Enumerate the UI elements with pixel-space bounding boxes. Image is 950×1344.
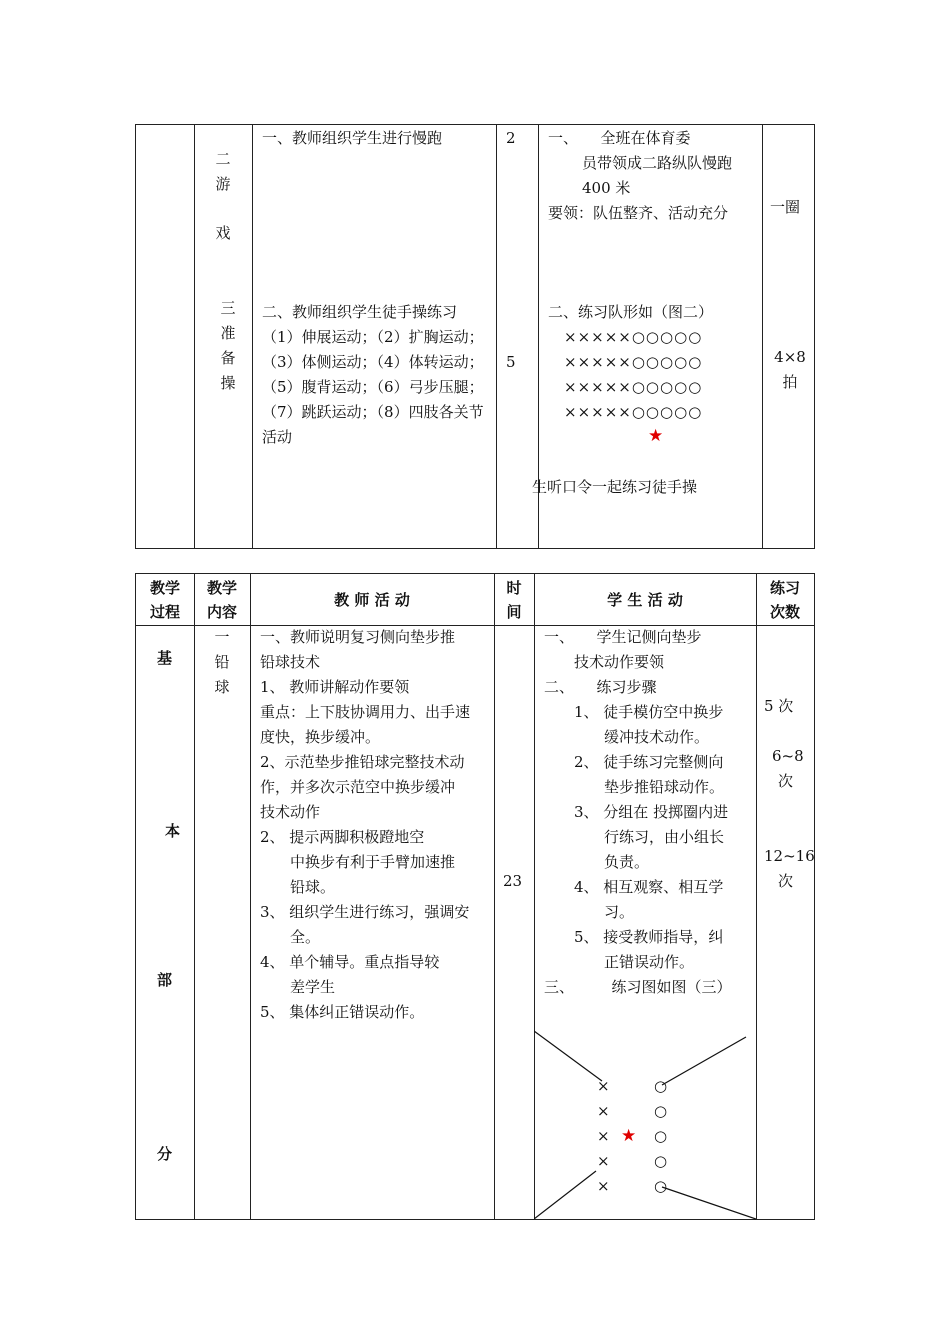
student-activity-2-note: 生听口令一起练习徒手操 — [532, 478, 698, 496]
diagram-sector-line — [534, 1171, 596, 1219]
header-process — [136, 576, 194, 624]
student-cross-icon: × — [597, 1102, 610, 1120]
text-line: 正错误动作。 — [544, 953, 695, 971]
text-line: 铅球。 — [260, 878, 336, 896]
section-char: 游 — [215, 175, 231, 193]
header-text: 练习 — [769, 579, 800, 597]
text-line: 1、 教师讲解动作要领 — [260, 678, 410, 696]
student-cross-icon: × — [597, 1127, 610, 1145]
header-time — [494, 576, 534, 624]
text-line: 员带领成二路纵队慢跑 — [582, 154, 733, 172]
header-text: 间 — [506, 603, 522, 621]
teacher-activity — [260, 625, 470, 1025]
formation-row: ×××××○○○○○ — [564, 328, 703, 346]
student-cross-icon: × — [597, 1177, 610, 1195]
column-divider — [194, 574, 195, 1219]
time-2: 5 — [506, 353, 516, 371]
student-activity — [544, 625, 732, 1000]
text-line: 差学生 — [260, 978, 336, 996]
text-line: 全。 — [260, 928, 321, 946]
text-line: 缓冲技术动作。 — [544, 728, 710, 746]
text-line: 2、 提示两脚积极蹬地空 — [260, 828, 425, 846]
text-line: 二、 练习步骤 — [544, 678, 657, 696]
text-line: 2、示范垫步推铅球完整技术动 — [260, 753, 465, 771]
count-2 — [770, 345, 810, 395]
header-text: 过程 — [149, 603, 180, 621]
text-line: 重点：上下肢协调用力、出手速 — [260, 703, 471, 721]
section-warmup-label — [213, 296, 243, 396]
text-line: 要领：队伍整齐、活动充分 — [548, 204, 729, 222]
column-divider — [762, 125, 763, 548]
text-line: 4、 相互观察、相互学 — [544, 878, 724, 896]
section-char: 戏 — [215, 224, 231, 242]
text-line: 3、 分组在 投掷圈内进 — [544, 803, 729, 821]
header-text: 教学 — [206, 579, 237, 597]
text-line: （7）跳跃运动；（8）四肢各关节 — [262, 403, 484, 421]
diagram-right-column — [654, 1074, 667, 1199]
teacher-star-icon: ★ — [648, 426, 664, 446]
header-student: 学 生 活 动 — [607, 591, 683, 609]
text-line: 3、 组织学生进行练习，强调安 — [260, 903, 470, 921]
process-char: 分 — [157, 1145, 173, 1163]
column-divider — [252, 125, 253, 548]
text-line: 技术动作要领 — [544, 653, 665, 671]
column-divider — [756, 574, 757, 1219]
text-line: 一、 全班在体育委 — [548, 129, 691, 147]
content-label — [208, 625, 236, 700]
text-line: 负责。 — [544, 853, 650, 871]
text-line: 一、 学生记侧向垫步 — [544, 628, 702, 646]
text-line: 400 米 — [582, 179, 631, 197]
header-text: 次数 — [769, 603, 800, 621]
text-line: 4×8 — [774, 348, 806, 366]
warmup-table — [135, 124, 815, 549]
teacher-star-icon: ★ — [621, 1126, 637, 1146]
student-activity-2-title: 二、练习队形如（图二） — [548, 303, 714, 321]
header-teacher: 教 师 活 动 — [334, 591, 410, 609]
text-line: 4、 单个辅导。重点指导较 — [260, 953, 440, 971]
text-line: 活动 — [262, 428, 293, 446]
process-char: 本 — [165, 822, 181, 840]
count-value: 次 — [778, 772, 794, 790]
text-line: （5）腹背运动；（6）弓步压腿； — [262, 378, 484, 396]
text-line: 度快，换步缓冲。 — [260, 728, 381, 746]
formation-row: ×××××○○○○○ — [564, 403, 703, 421]
text-line: 2、 徒手练习完整侧向 — [544, 753, 724, 771]
diagram-sector-line — [662, 1187, 756, 1219]
text-line: 铅球技术 — [260, 653, 321, 671]
text-line: （3）体侧运动；（4）体转运动； — [262, 353, 484, 371]
formation-diagram — [564, 325, 702, 425]
section-char: 二 — [215, 150, 231, 168]
time-value: 23 — [503, 872, 523, 890]
student-circle-icon: ○ — [654, 1152, 668, 1170]
section-char: 操 — [220, 374, 236, 392]
student-circle-icon: ○ — [654, 1127, 668, 1145]
student-circle-icon: ○ — [654, 1102, 668, 1120]
header-text: 教学 — [149, 579, 180, 597]
text-line: 1、 徒手模仿空中换步 — [544, 703, 724, 721]
text-line: 5、 集体纠正错误动作。 — [260, 1003, 425, 1021]
column-divider — [194, 125, 195, 548]
count-value: 6~8 — [772, 747, 804, 765]
text-line: （1）伸展运动；（2）扩胸运动； — [262, 328, 484, 346]
count-1: 一圈 — [770, 198, 801, 216]
diagram-sector-line — [534, 1031, 602, 1081]
content-char: 一 — [214, 628, 230, 646]
main-part-table — [135, 573, 815, 1220]
text-line: 5、 接受教师指导，纠 — [544, 928, 724, 946]
section-char: 三 — [220, 299, 236, 317]
practice-diagram — [534, 1021, 756, 1221]
student-activity-1 — [548, 126, 732, 226]
header-count — [756, 576, 814, 624]
text-line: 二、教师组织学生徒手操练习 — [262, 303, 458, 321]
header-text: 内容 — [206, 603, 237, 621]
text-line: 一、教师说明复习侧向垫步推 — [260, 628, 456, 646]
teacher-activity-2 — [262, 300, 484, 450]
text-line: 作，并多次示范空中换步缓冲 — [260, 778, 456, 796]
content-char: 球 — [214, 678, 230, 696]
text-line: 中换步有利于手臂加速推 — [260, 853, 456, 871]
section-game-label — [208, 147, 238, 246]
time-1: 2 — [506, 129, 516, 147]
text-line: 垫步推铅球动作。 — [544, 778, 725, 796]
text-line: 习。 — [544, 903, 635, 921]
formation-row: ×××××○○○○○ — [564, 353, 703, 371]
diagram-sector-line — [662, 1037, 746, 1085]
text-line: 技术动作 — [260, 803, 321, 821]
process-char: 部 — [157, 971, 173, 989]
column-divider — [496, 125, 497, 548]
diagram-left-column — [597, 1074, 610, 1199]
count-value: 次 — [778, 872, 794, 890]
column-divider — [494, 574, 495, 1219]
count-value: 5 次 — [764, 697, 794, 715]
student-cross-icon: × — [597, 1152, 610, 1170]
column-divider — [250, 574, 251, 1219]
header-content — [194, 576, 250, 624]
student-circle-icon: ○ — [654, 1177, 668, 1195]
text-line: 三、 练习图如图（三） — [544, 978, 732, 996]
student-circle-icon: ○ — [654, 1077, 668, 1095]
section-char: 准 — [220, 324, 236, 342]
teacher-activity-1: 一、教师组织学生进行慢跑 — [262, 129, 443, 147]
student-cross-icon: × — [597, 1077, 610, 1095]
header-text: 时 — [506, 579, 522, 597]
content-char: 铅 — [214, 653, 230, 671]
count-value: 12~16 — [764, 847, 815, 865]
section-char: 备 — [220, 349, 236, 367]
process-char: 基 — [157, 649, 173, 667]
formation-row: ×××××○○○○○ — [564, 378, 703, 396]
text-line: 行练习，由小组长 — [544, 828, 725, 846]
text-line: 拍 — [782, 373, 798, 391]
